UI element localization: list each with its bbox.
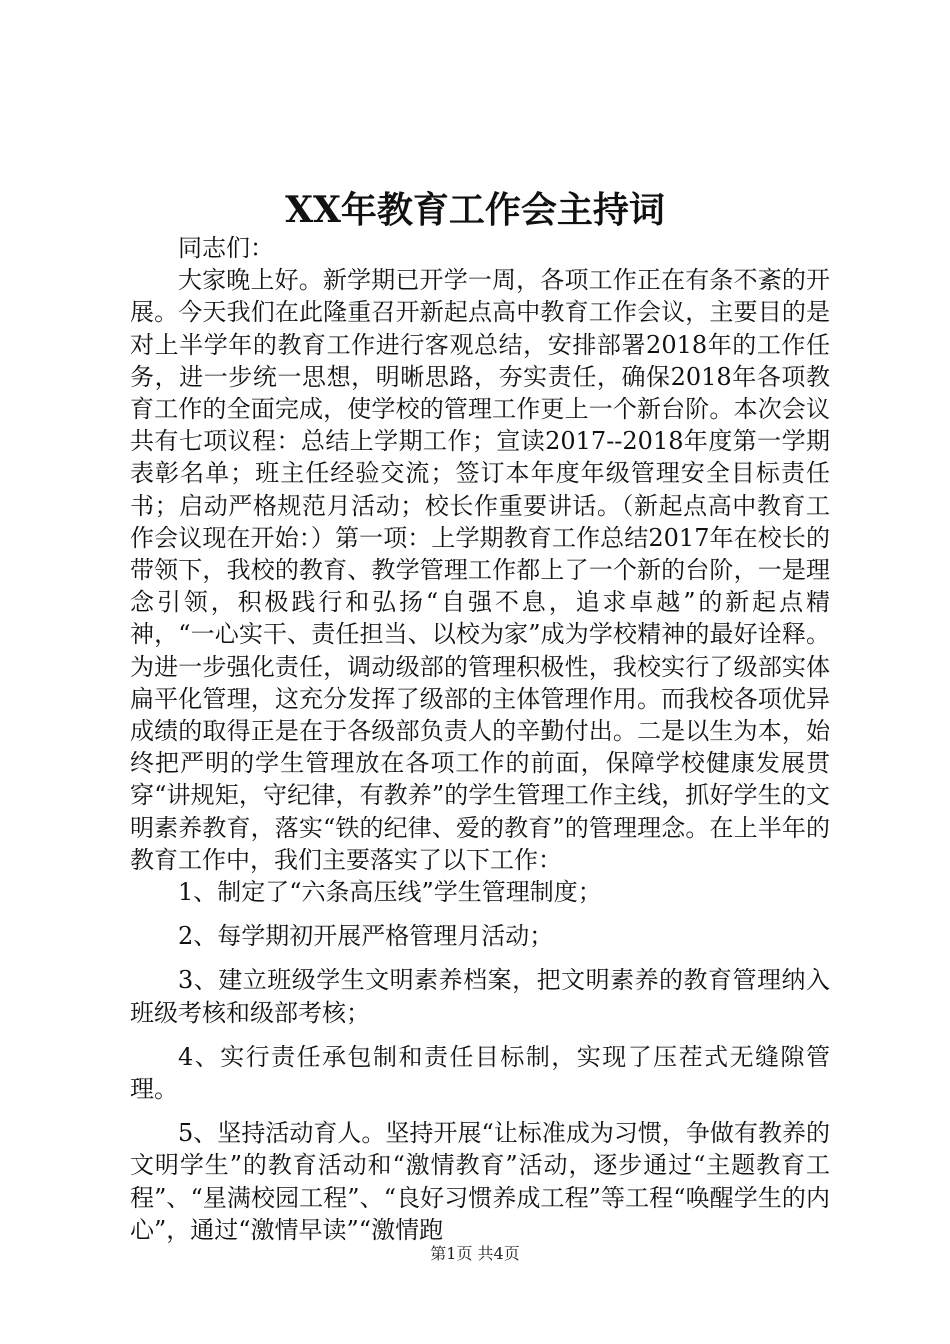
page-indicator: 第1页 共4页 — [430, 1244, 520, 1263]
list-item: 2、每学期初开展严格管理月活动； — [178, 922, 554, 951]
list-item: 5、坚持活动育人。坚持开展“让标准成为习惯，争做有教养的文明学生”的教育活动和“激情教育”活动，逐步通过“主题教育工程”、“星满校园工程”、“良好习惯养成工程”等工程“唤醒学生的内心”，通过“激情早读”“激情跑 — [130, 1119, 830, 1244]
list-item: 1、制定了“六条高压线”学生管理制度； — [178, 878, 602, 907]
list-item: 3、建立班级学生文明素养档案，把文明素养的教育管理纳入班级考核和级部考核； — [130, 966, 830, 1027]
main-paragraph: 大家晚上好。新学期已开学一周，各项工作正在有条不紊的开展。今天我们在此隆重召开新起点高中教育工作会议，主要目的是对上半学年的教育工作进行客观总结，安排部署2018年的工作任务，进一步统一思想，明晰思路，夯实责任，确保2018年各项教育工作的全面完成，使学校的管理工作更上一个新台阶。本次会议共有七项议程：总结上学期工作；宣读2017--2018年度第一学期表彰名单；班主任经验交流；签订本年度年级管理安全目标责任书；启动严格规范月活动；校长作重要讲话。（新起点高中教育工作会议现在开始：）第一项：上学期教育工作总结2017年在校长的带领下，我校的教育、教学管理工作都上了一个新的台阶，一是理念引领，积极践行和弘扬“自强不息，追求卓越”的新起点精神，“一心实干、责任担当、以校为家”成为学校精神的最好诠释。为进一步强化责任，调动级部的管理积极性，我校实行了级部实体扁平化管理，这充分发挥了级部的主体管理作用。而我校各项优异成绩的取得正是在于各级部负责人的辛勤付出。二是以生为本，始终把严明的学生管理放在各项工作的前面，保障学校健康发展贯穿“讲规矩，守纪律，有教养”的学生管理工作主线，抓好学生的文明素养教育，落实“铁的纪律、爱的教育”的管理理念。在上半年的教育工作中，我们主要落实了以下工作： — [130, 266, 830, 874]
document-title: XX年教育工作会主持词 — [285, 189, 665, 231]
document-body — [130, 232, 830, 1246]
salutation: 同志们： — [178, 234, 274, 262]
list-item: 4、实行责任承包制和责任目标制，实现了压茬式无缝隙管理。 — [130, 1042, 830, 1104]
